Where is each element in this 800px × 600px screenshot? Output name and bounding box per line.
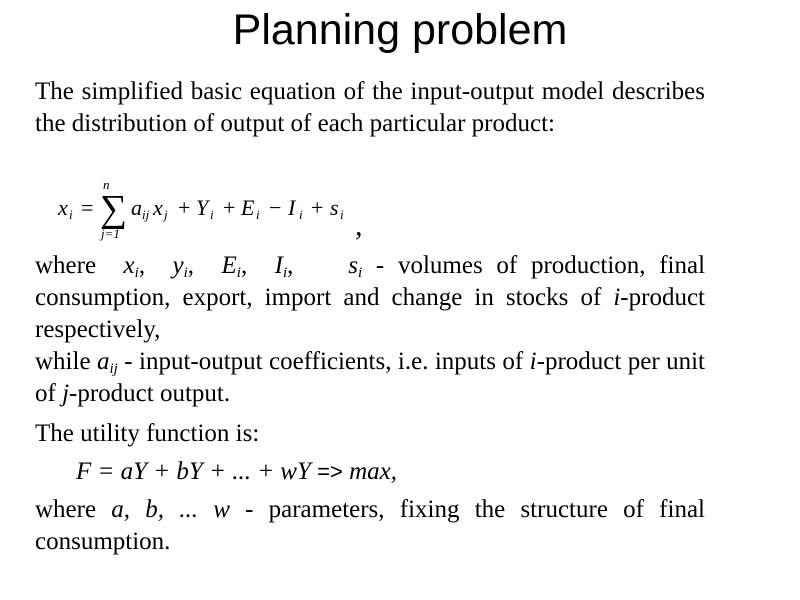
eq-y-sub: i bbox=[210, 207, 214, 222]
utility-rhs: max, bbox=[342, 458, 397, 485]
var-y-sep: , bbox=[187, 252, 195, 279]
var-s: s bbox=[348, 252, 359, 279]
var-e-sub: i bbox=[236, 265, 241, 281]
parameters-paragraph bbox=[35, 494, 705, 558]
while-word: while bbox=[35, 348, 97, 375]
coef-a: a bbox=[96, 348, 110, 375]
eq-e: E bbox=[241, 195, 255, 220]
volumes-text-end: -product respectively, bbox=[35, 284, 705, 343]
utility-lhs: F = aY + bY + ... + wY bbox=[76, 458, 318, 485]
eq-plus-1: + bbox=[178, 195, 191, 220]
utility-formula bbox=[76, 456, 397, 488]
eq-s: s bbox=[330, 195, 339, 220]
coef-text-mid: -product per unit of bbox=[35, 348, 705, 407]
eq-s-sub: i bbox=[340, 207, 344, 222]
eq-coef-sub: ij bbox=[142, 207, 150, 222]
params-list: a, b, ... w bbox=[111, 496, 230, 523]
eq-imp: I bbox=[288, 195, 296, 220]
volumes-text: - volumes of production, final consumption, export, import and change in stocks of bbox=[35, 252, 706, 311]
var-y: y bbox=[172, 252, 184, 279]
where-params-word: where bbox=[35, 496, 112, 523]
coef-i-letter: i bbox=[529, 348, 537, 375]
var-i-sep: , bbox=[287, 252, 294, 279]
eq-lhs-x: x bbox=[58, 195, 68, 220]
coef-text-end: -product output. bbox=[69, 380, 231, 407]
eq-equals: = bbox=[81, 195, 94, 220]
var-y-sub: i bbox=[183, 265, 188, 281]
where-volumes-paragraph bbox=[35, 250, 705, 346]
intro-paragraph: The simplified basic equation of the input-output model describes the distribution of output of each particular product: bbox=[35, 78, 705, 137]
var-e-sep: , bbox=[240, 252, 248, 279]
coef-text: - input-output coefficients, i.e. inputs of bbox=[117, 348, 530, 375]
coefficients-paragraph bbox=[35, 346, 705, 410]
eq-y: Y bbox=[196, 195, 209, 220]
eq-lhs-sub: i bbox=[69, 207, 73, 222]
input-output-equation bbox=[55, 172, 395, 246]
eq-xj: x bbox=[153, 195, 163, 220]
coef-j-letter: j bbox=[62, 380, 70, 407]
var-e: E bbox=[221, 252, 237, 279]
eq-plus-2: + bbox=[223, 195, 236, 220]
eq-lower-limit: j=1 bbox=[101, 226, 120, 241]
eq-e-sub: i bbox=[256, 207, 260, 222]
eq-coef: a bbox=[131, 195, 142, 220]
eq-xj-sub: j bbox=[164, 207, 168, 222]
var-x-sub: i bbox=[134, 265, 139, 281]
var-x: x bbox=[123, 252, 135, 279]
where-word: where bbox=[35, 252, 97, 279]
var-i: I bbox=[274, 252, 283, 279]
sum-symbol: ∑ bbox=[100, 188, 128, 230]
eq-minus: − bbox=[269, 195, 282, 220]
var-x-sep: , bbox=[138, 252, 146, 279]
var-i-sub: i bbox=[282, 265, 288, 281]
eq-imp-sub: i bbox=[299, 207, 303, 222]
var-s-sub: i bbox=[358, 265, 363, 281]
coef-a-sub: ij bbox=[109, 361, 118, 377]
utility-arrow: => bbox=[317, 459, 343, 484]
i-letter: i bbox=[613, 284, 621, 311]
params-text: - parameters, fixing the structure of final consumption. bbox=[35, 496, 705, 555]
eq-plus-3: + bbox=[311, 195, 324, 220]
eq-comma: , bbox=[355, 209, 363, 242]
slide-title: Planning problem bbox=[232, 6, 568, 54]
utility-intro: The utility function is: bbox=[35, 420, 260, 447]
eq-upper-limit: n bbox=[103, 177, 110, 192]
